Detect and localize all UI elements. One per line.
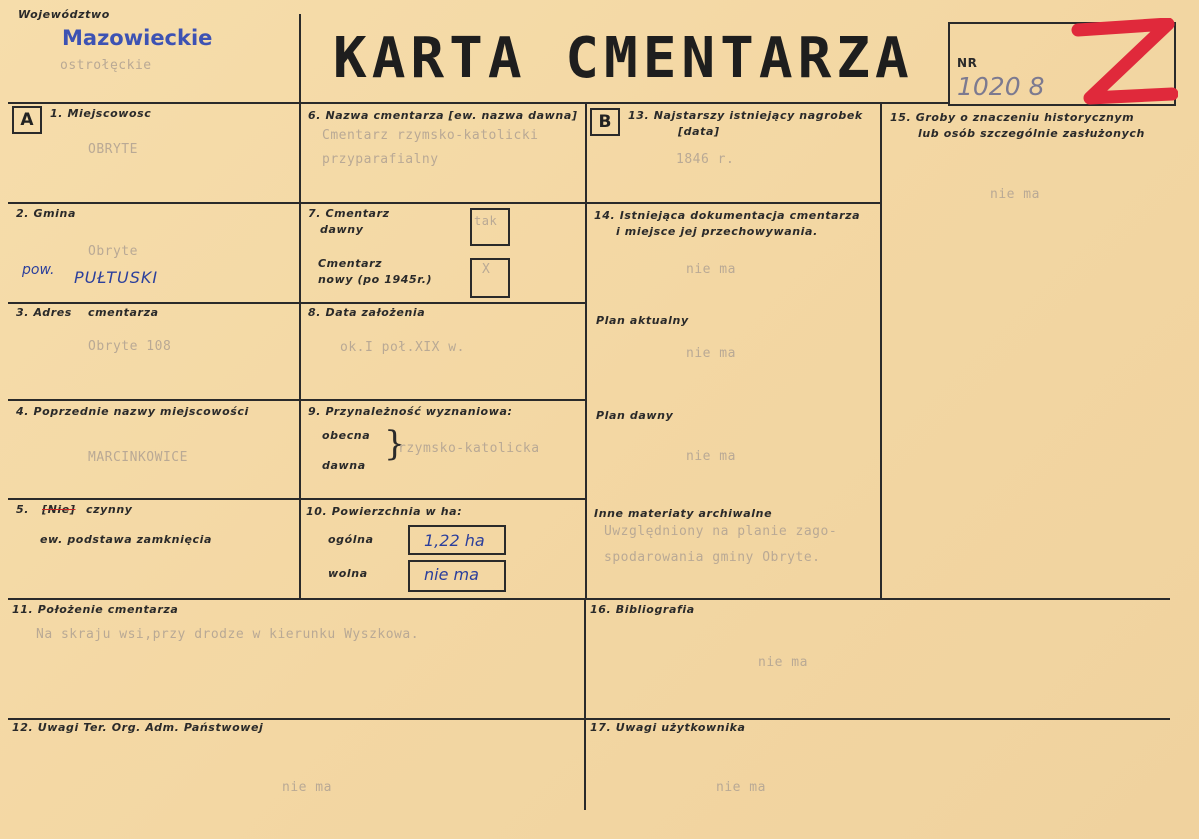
field17-label: 17. Uwagi użytkownika bbox=[590, 721, 746, 734]
field9-obecna: obecna bbox=[322, 429, 371, 442]
field1-label: 1. Miejscowosc bbox=[50, 107, 152, 120]
field13-value: 1846 r. bbox=[676, 152, 735, 167]
header-divider bbox=[299, 14, 301, 102]
plan-dawny-value: nie ma bbox=[686, 449, 736, 464]
field12-label: 12. Uwagi Ter. Org. Adm. Państwowej bbox=[12, 721, 264, 734]
field5-label: czynny bbox=[86, 503, 133, 516]
wojewodztwo-label: Województwo bbox=[18, 8, 110, 21]
field2-hand-value: PUŁTUSKI bbox=[74, 268, 159, 287]
field11-value: Na skraju wsi,przy drodze w kierunku Wyszkowa. bbox=[36, 627, 420, 642]
field7-label1: 7. Cmentarz bbox=[308, 207, 390, 220]
plan-dawny-label: Plan dawny bbox=[596, 409, 674, 422]
field2-value: Obryte bbox=[88, 244, 138, 259]
wojewodztwo-old: ostrołęckie bbox=[60, 58, 152, 73]
field14-label2: i miejsce jej przechowywania. bbox=[616, 225, 818, 238]
field13-label1: 13. Najstarszy istniejący nagrobek bbox=[628, 109, 863, 122]
field2-label: 2. Gmina bbox=[16, 207, 76, 220]
field11-label: 11. Położenie cmentarza bbox=[12, 603, 179, 616]
nr-value: 1020 8 bbox=[957, 72, 1045, 101]
field4-value: MARCINKOWICE bbox=[88, 450, 188, 465]
field12-value: nie ma bbox=[282, 780, 332, 795]
row-line-5 bbox=[8, 598, 1170, 600]
section-b-marker: B bbox=[590, 108, 620, 136]
field1-value: OBRYTE bbox=[88, 142, 138, 157]
field7-label3: Cmentarz bbox=[318, 257, 383, 270]
field10-wolna-value: nie ma bbox=[424, 565, 479, 584]
field9-dawna: dawna bbox=[322, 459, 366, 472]
field10-label: 10. Powierzchnia w ha: bbox=[306, 505, 463, 518]
field6-label: 6. Nazwa cmentarza [ew. nazwa dawna] bbox=[308, 109, 578, 122]
field10-ogolna-label: ogólna bbox=[328, 533, 374, 546]
row-line-4 bbox=[8, 498, 586, 500]
field10-wolna-label: wolna bbox=[328, 567, 368, 580]
field7-label4: nowy (po 1945r.) bbox=[318, 273, 433, 286]
row-line-3 bbox=[8, 399, 586, 401]
field5-num: 5. bbox=[16, 503, 30, 516]
bottom-divider bbox=[584, 598, 586, 810]
col1-divider bbox=[299, 102, 301, 598]
field7-box2-value: X bbox=[482, 262, 491, 277]
field6-value2: przyparafialny bbox=[322, 152, 439, 167]
field3-label-b: cmentarza bbox=[88, 306, 159, 319]
field7-box1-value: tak bbox=[474, 214, 498, 228]
plan-aktualny-value: nie ma bbox=[686, 346, 736, 361]
section-a-marker: A bbox=[12, 106, 42, 134]
field10-ogolna-value: 1,22 ha bbox=[424, 531, 485, 550]
inne-materialy-label: Inne materiaty archiwalne bbox=[594, 507, 773, 520]
field7-label2: dawny bbox=[320, 223, 364, 236]
field15-label1: 15. Groby o znaczeniu historycznym bbox=[890, 111, 1135, 124]
wojewodztwo-stamp: Mazowieckie bbox=[62, 26, 213, 50]
field9-brace: } bbox=[384, 424, 406, 464]
field14-value: nie ma bbox=[686, 262, 736, 277]
row-line-2 bbox=[8, 302, 586, 304]
field16-value: nie ma bbox=[758, 655, 808, 670]
category-z-mark bbox=[1068, 18, 1178, 108]
field16-label: 16. Bibliografia bbox=[590, 603, 695, 616]
field14-label1: 14. Istniejąca dokumentacja cmentarza bbox=[594, 209, 861, 222]
row-line-1 bbox=[8, 202, 882, 204]
col3-divider bbox=[880, 102, 882, 598]
page-title: KARTA CMENTARZA bbox=[333, 26, 914, 91]
field4-label: 4. Poprzednie nazwy miejscowości bbox=[16, 405, 249, 418]
col2-divider bbox=[585, 102, 587, 598]
field15-value: nie ma bbox=[990, 187, 1040, 202]
field3-label-a: 3. Adres bbox=[16, 306, 72, 319]
field13-label2: [data] bbox=[678, 125, 720, 138]
inne-materialy-value1: Uwzględniony na planie zago- bbox=[604, 524, 838, 539]
field5-crossed: [Nie] bbox=[42, 503, 76, 516]
field2-hand-prefix: pow. bbox=[22, 262, 55, 278]
field6-value1: Cmentarz rzymsko-katolicki bbox=[322, 128, 539, 143]
nr-label: NR bbox=[957, 56, 978, 70]
field5-sub: ew. podstawa zamknięcia bbox=[40, 533, 213, 546]
field3-value: Obryte 108 bbox=[88, 339, 172, 354]
field9-label: 9. Przynależność wyznaniowa: bbox=[308, 405, 513, 418]
header-bottom-line bbox=[8, 102, 948, 104]
field15-label2: lub osób szczególnie zasłużonych bbox=[918, 127, 1145, 140]
field8-label: 8. Data założenia bbox=[308, 306, 426, 319]
field17-value: nie ma bbox=[716, 780, 766, 795]
field9-value: rzymsko-katolicka bbox=[398, 441, 540, 456]
plan-aktualny-label: Plan aktualny bbox=[596, 314, 689, 327]
inne-materialy-value2: spodarowania gminy Obryte. bbox=[604, 550, 821, 565]
field8-value: ok.I poł.XIX w. bbox=[340, 340, 465, 355]
